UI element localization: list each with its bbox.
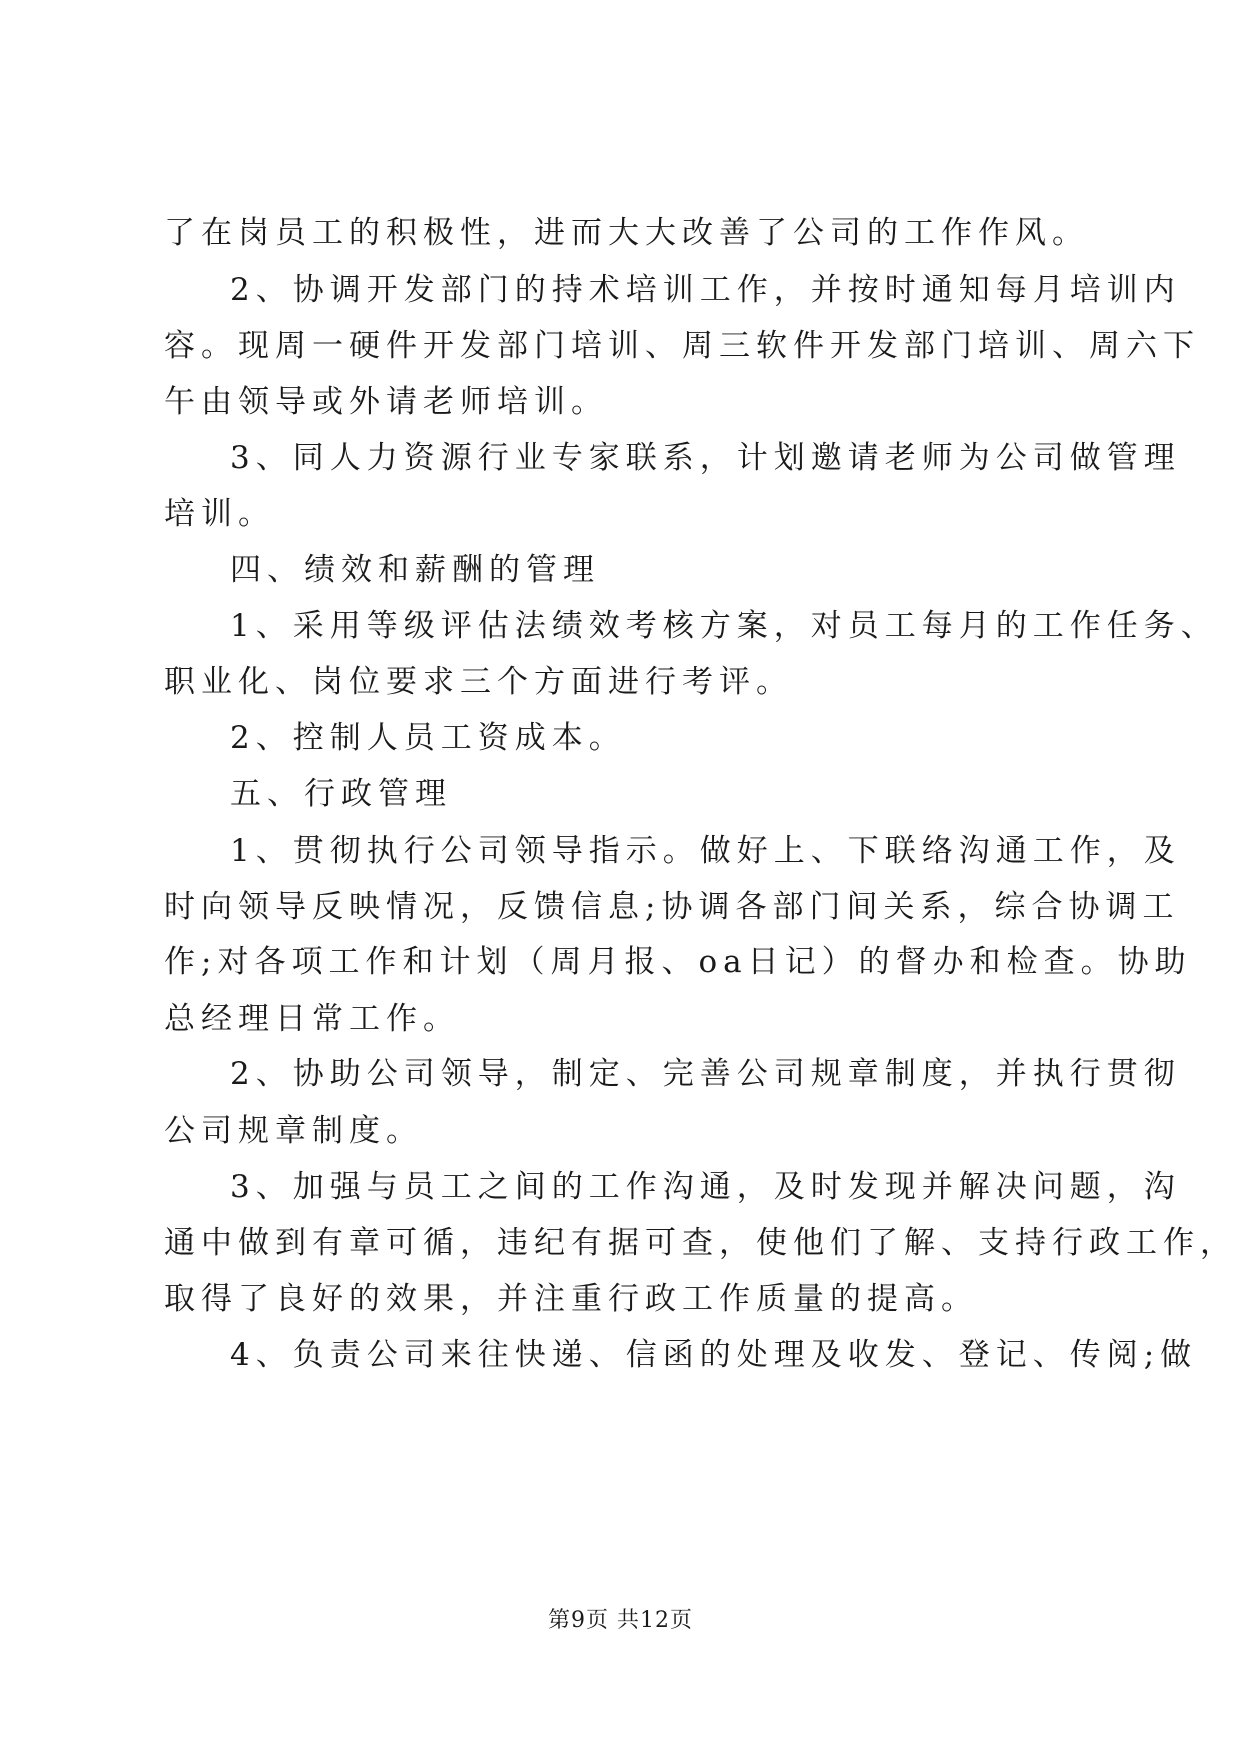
text-line: 通中做到有章可循，违纪有据可查，使他们了解、支持行政工作， (164, 1225, 1237, 1261)
text-line: 了在岗员工的积极性，进而大大改善了公司的工作作风。 (164, 215, 1089, 251)
text-line: 午由领导或外请老师培训。 (164, 384, 608, 420)
text-line: 总经理日常工作。 (164, 1001, 460, 1037)
text-line: 3、同人力资源行业专家联系，计划邀请老师为公司做管理 (230, 440, 1181, 476)
text-line: 作;对各项工作和计划（周月报、oa日记）的督办和检查。协助 (164, 944, 1192, 980)
text-line: 培训。 (164, 496, 275, 532)
text-line: 2、控制人员工资成本。 (230, 720, 626, 756)
text-line: 取得了良好的效果，并注重行政工作质量的提高。 (164, 1281, 978, 1317)
text-line: 容。现周一硬件开发部门培训、周三软件开发部门培训、周六下 (164, 328, 1200, 364)
page-number-footer: 第9页 共12页 (548, 1608, 693, 1633)
text-line: 1、采用等级评估法绩效考核方案，对员工每月的工作任务、 (230, 608, 1218, 644)
text-line: 2、协助公司领导，制定、完善公司规章制度，并执行贯彻 (230, 1056, 1181, 1092)
section-heading: 四、绩效和薪酬的管理 (230, 552, 600, 588)
text-line: 3、加强与员工之间的工作沟通，及时发现并解决问题，沟 (230, 1169, 1181, 1205)
text-line: 2、协调开发部门的持术培训工作，并按时通知每月培训内 (230, 272, 1181, 308)
text-line: 公司规章制度。 (164, 1113, 423, 1149)
text-line: 4、负责公司来往快递、信函的处理及收发、登记、传阅;做 (230, 1337, 1198, 1373)
text-line: 时向领导反映情况，反馈信息;协调各部门间关系，综合协调工 (164, 889, 1180, 925)
text-line: 1、贯彻执行公司领导指示。做好上、下联络沟通工作，及 (230, 833, 1181, 869)
text-line: 职业化、岗位要求三个方面进行考评。 (164, 664, 793, 700)
section-heading: 五、行政管理 (230, 776, 452, 812)
